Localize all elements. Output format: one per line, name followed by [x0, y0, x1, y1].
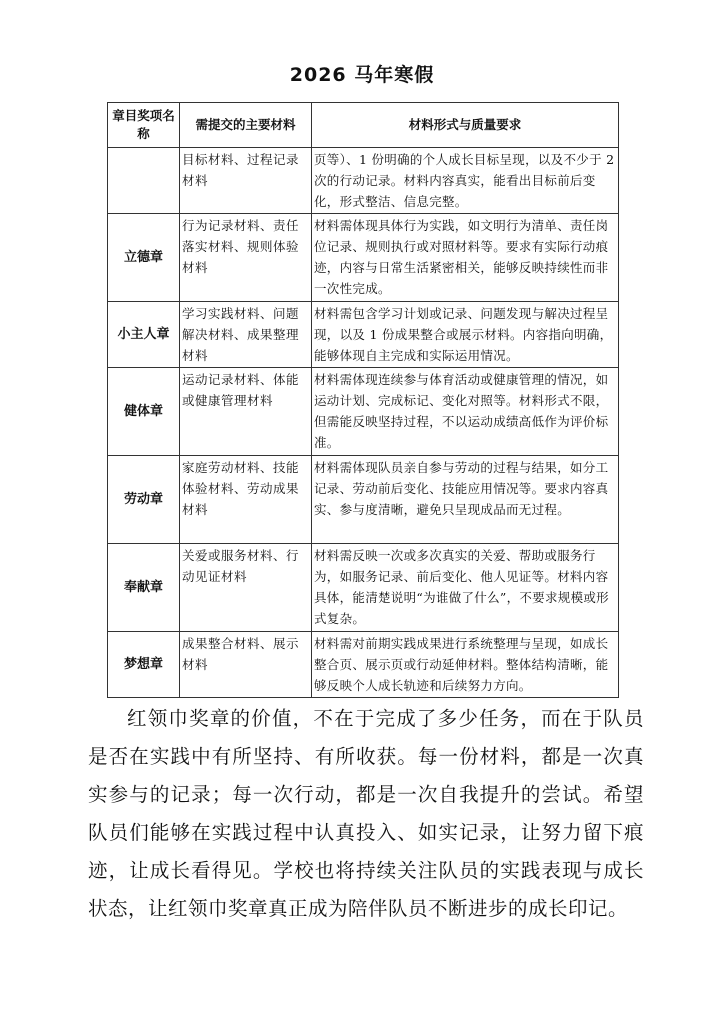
- materials-cell: 家庭劳动材料、技能体验材料、劳动成果材料: [180, 456, 312, 544]
- requirements-cell: 材料需体现队员亲自参与劳动的过程与结果，如分工记录、劳动前后变化、技能应用情况等。要求内容真实、参与度清晰，避免只呈现成品而无过程。: [312, 456, 619, 544]
- requirements-table: [107, 102, 619, 698]
- table-row: [108, 368, 619, 456]
- table-header-row: [108, 103, 619, 148]
- header-materials: 需提交的主要材料: [180, 103, 312, 148]
- materials-cell: 关爱或服务材料、行动见证材料: [180, 544, 312, 632]
- header-badge-name: 章目奖项名称: [108, 103, 180, 148]
- requirements-cell: 材料需包含学习计划或记录、问题发现与解决过程呈现，以及 1 份成果整合或展示材料。内容指向明确，能够体现自主完成和实际运用情况。: [312, 302, 619, 368]
- materials-cell: 运动记录材料、体能或健康管理材料: [180, 368, 312, 456]
- badge-name-cell: 劳动章: [108, 456, 180, 544]
- materials-cell: 学习实践材料、问题解决材料、成果整理材料: [180, 302, 312, 368]
- table-row: [108, 456, 619, 544]
- table-row: [108, 214, 619, 302]
- closing-paragraph: 红领巾奖章的价值，不在于完成了多少任务，而在于队员是否在实践中有所坚持、有所收获。每一份材料，都是一次真实参与的记录；每一次行动，都是一次自我提升的尝试。希望队员们能够在实践过程中认真投入、如实记录，让努力留下痕迹，让成长看得见。学校也将持续关注队员的实践表现与成长状态，让红领巾奖章真正成为陪伴队员不断进步的成长印记。: [88, 706, 644, 920]
- badge-name-cell: 梦想章: [108, 632, 180, 698]
- requirements-cell: 材料需反映一次或多次真实的关爱、帮助或服务行为，如服务记录、前后变化、他人见证等。材料内容具体，能清楚说明“为谁做了什么”，不要求规模或形式复杂。: [312, 544, 619, 632]
- requirements-cell: 页等）、1 份明确的个人成长目标呈现，以及不少于 2 次的行动记录。材料内容真实，能看出目标前后变化，形式整洁、信息完整。: [312, 148, 619, 214]
- materials-cell: 目标材料、过程记录材料: [180, 148, 312, 214]
- materials-cell: 成果整合材料、展示材料: [180, 632, 312, 698]
- badge-name-cell: [108, 148, 180, 214]
- requirements-cell: 材料需体现具体行为实践，如文明行为清单、责任岗位记录、规则执行或对照材料等。要求有实际行动痕迹，内容与日常生活紧密相关，能够反映持续性而非一次性完成。: [312, 214, 619, 302]
- table-row: [108, 544, 619, 632]
- materials-cell: 行为记录材料、责任落实材料、规则体验材料: [180, 214, 312, 302]
- badge-name-cell: 奉献章: [108, 544, 180, 632]
- badge-name-cell: 立德章: [108, 214, 180, 302]
- badge-name-cell: 健体章: [108, 368, 180, 456]
- table-row: [108, 632, 619, 698]
- table-row: [108, 148, 619, 214]
- document-title: 2026 马年寒假: [289, 64, 435, 86]
- badge-name-cell: 小主人章: [108, 302, 180, 368]
- table-row: [108, 302, 619, 368]
- requirements-cell: 材料需对前期实践成果进行系统整理与呈现，如成长整合页、展示页或行动延伸材料。整体结构清晰，能够反映个人成长轨迹和后续努力方向。: [312, 632, 619, 698]
- header-requirements: 材料形式与质量要求: [312, 103, 619, 148]
- requirements-cell: 材料需体现连续参与体育活动或健康管理的情况，如运动计划、完成标记、变化对照等。材料形式不限，但需能反映坚持过程，不以运动成绩高低作为评价标准。: [312, 368, 619, 456]
